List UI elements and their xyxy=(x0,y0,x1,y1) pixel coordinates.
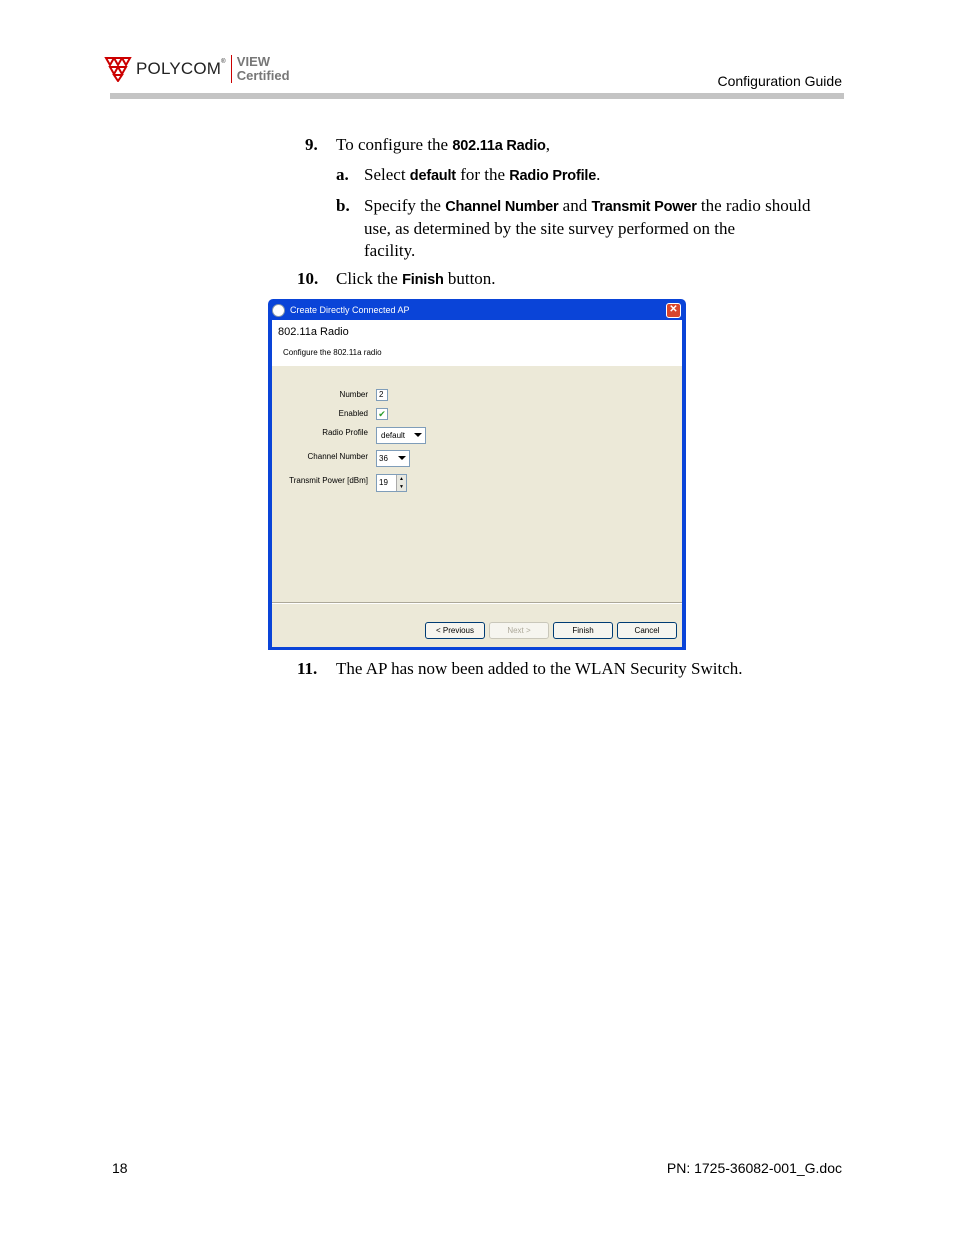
cancel-button[interactable]: Cancel xyxy=(617,622,677,639)
header-rule xyxy=(110,93,844,99)
number-field[interactable]: 2 xyxy=(376,389,388,401)
step-text: Specify the xyxy=(364,196,446,215)
step-9 xyxy=(305,134,550,157)
step-bold-term: 802.11a Radio xyxy=(452,138,546,154)
previous-button[interactable]: < Previous xyxy=(425,622,485,639)
channel-number-value: 36 xyxy=(379,454,388,463)
enabled-label: Enabled xyxy=(338,409,368,418)
step-bold-term: Transmit Power xyxy=(591,199,697,215)
step-text: To configure the xyxy=(336,135,453,154)
document-id: PN: 1725-36082-001_G.doc xyxy=(666,1160,842,1176)
step-number: a. xyxy=(336,165,349,184)
dialog-title-bar xyxy=(272,301,682,319)
panel-edge xyxy=(678,366,682,647)
step-text: the radio should xyxy=(696,196,811,215)
dialog-heading: 802.11a Radio xyxy=(278,326,349,338)
step-9b xyxy=(336,195,844,262)
step-bold-term: Finish xyxy=(402,272,444,288)
chevron-down-icon xyxy=(414,433,422,437)
step-number: 10. xyxy=(297,269,319,288)
step-text: button. xyxy=(443,269,496,288)
spinner-down-icon[interactable]: ▼ xyxy=(399,484,404,490)
step-text: . xyxy=(596,165,601,184)
channel-number-label: Channel Number xyxy=(307,452,368,461)
close-icon[interactable]: ✕ xyxy=(666,303,681,318)
spinner-arrows[interactable] xyxy=(396,475,406,491)
finish-button[interactable]: Finish xyxy=(553,622,613,639)
step-text: Click the xyxy=(336,269,403,288)
transmit-power-value: 19 xyxy=(379,478,388,487)
step-bold-term: Channel Number xyxy=(445,199,559,215)
step-bold-term: default xyxy=(409,168,456,184)
step-10 xyxy=(297,268,496,291)
dialog-subheading: Configure the 802.11a radio xyxy=(283,348,382,357)
logo-divider xyxy=(231,55,232,83)
radio-profile-label: Radio Profile xyxy=(322,428,368,437)
step-text: , xyxy=(545,135,550,154)
step-text: for the xyxy=(455,165,510,184)
step-text-line: facility. xyxy=(364,241,416,260)
create-ap-dialog xyxy=(268,299,686,650)
header-title: Configuration Guide xyxy=(717,73,842,89)
step-number: 9. xyxy=(305,135,318,154)
radio-profile-select[interactable] xyxy=(376,427,426,444)
step-11 xyxy=(297,658,743,680)
dialog-header-panel xyxy=(272,320,682,366)
polycom-logo xyxy=(104,50,290,88)
logo-name: POLYCOM® xyxy=(136,59,226,78)
logo-registered-mark: ® xyxy=(221,59,226,65)
transmit-power-label: Transmit Power [dBm] xyxy=(289,476,368,485)
step-text: The AP has now been added to the WLAN Security Switch. xyxy=(336,659,743,678)
dialog-body xyxy=(272,320,682,647)
chevron-down-icon xyxy=(398,456,406,460)
logo-view-certified xyxy=(237,55,290,83)
logo-view-text: VIEW xyxy=(236,54,271,69)
radio-profile-value: default xyxy=(381,431,406,440)
button-separator-highlight xyxy=(272,603,682,604)
page-number: 18 xyxy=(112,1160,128,1176)
channel-number-select[interactable] xyxy=(376,450,410,467)
step-9a xyxy=(336,164,601,187)
step-bold-term: Radio Profile xyxy=(509,168,597,184)
step-number: 11. xyxy=(297,659,318,678)
transmit-power-spinner[interactable] xyxy=(376,474,407,492)
dialog-title: Create Directly Connected AP xyxy=(290,305,410,315)
step-text: Select xyxy=(364,165,410,184)
logo-certified-text: Certified xyxy=(236,68,290,83)
polycom-triangles-icon xyxy=(104,56,132,82)
spinner-up-icon[interactable]: ▲ xyxy=(399,476,404,482)
step-text-line: use, as determined by the site survey performed on the xyxy=(364,219,736,238)
enabled-checkbox[interactable]: ✔ xyxy=(376,408,388,420)
app-icon xyxy=(272,304,285,317)
step-text: and xyxy=(558,196,592,215)
step-number: b. xyxy=(336,196,350,215)
number-label: Number xyxy=(339,390,368,399)
next-button[interactable]: Next > xyxy=(489,622,549,639)
